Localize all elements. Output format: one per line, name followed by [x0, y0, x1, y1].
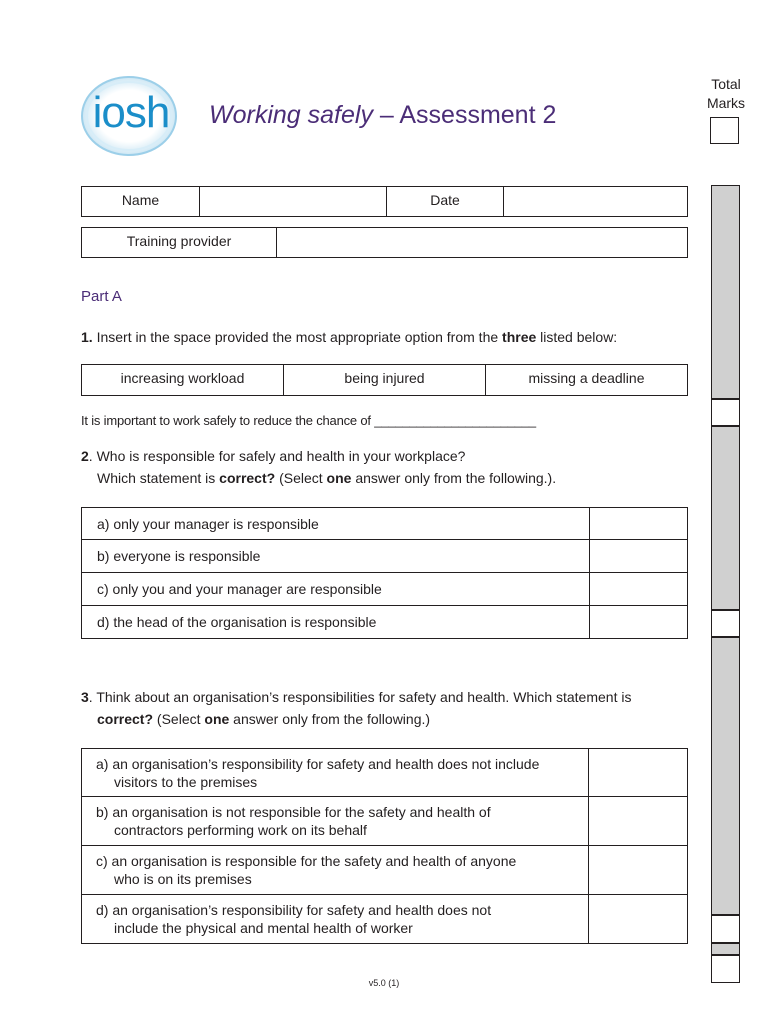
q3-answer-line: b) an organisation is not responsible for the safety and health of [96, 804, 491, 820]
name-field[interactable] [200, 187, 387, 217]
q2-answer-text: a) only your manager is responsible [82, 508, 590, 540]
question-2 [81, 445, 556, 489]
sidebar-grey-segment [711, 637, 740, 915]
q3-mark-box[interactable] [711, 915, 740, 943]
q2-line2-a: Which statement is [97, 470, 220, 486]
part-a-heading: Part A [81, 288, 122, 305]
logo-text: iosh [92, 88, 170, 137]
version-label: v5.0 (1) [368, 978, 400, 988]
name-date-table [81, 186, 688, 217]
q3-answer-text [82, 895, 589, 944]
q3-line2-b: (Select [153, 711, 205, 727]
q2-line2-b: (Select [275, 470, 327, 486]
name-label: Name [82, 187, 200, 217]
q2-number: 2 [81, 448, 89, 464]
q3-answer-text [82, 846, 589, 895]
iosh-logo [78, 74, 180, 158]
title-italic: Working safely [209, 101, 373, 129]
q2-answer-text: b) everyone is responsible [82, 540, 590, 573]
q1-option: missing a deadline [486, 365, 688, 396]
q1-mark-box[interactable] [711, 399, 740, 426]
question-3 [81, 686, 631, 730]
q2-answer-text: c) only you and your manager are responsible [82, 573, 590, 606]
q3-answer-box[interactable] [589, 797, 688, 846]
q3-answer-line: who is on its premises [114, 871, 252, 887]
q3-answer-line: visitors to the premises [114, 773, 258, 790]
q1-text-a: Insert in the space provided the most appropriate option from the [92, 329, 503, 345]
total-label: Total [711, 76, 741, 92]
q3-answer-line: contractors performing work on its behalf [114, 822, 367, 838]
q2-answers-table [81, 507, 688, 639]
q3-answer-line: c) an organisation is responsible for the safety and health of anyone [96, 853, 517, 869]
q3-bold-one: one [204, 711, 230, 727]
q1-option: increasing workload [82, 365, 284, 396]
q1-text-bold: three [502, 329, 537, 345]
q2-answer-box[interactable] [590, 508, 688, 540]
title-rest: – Assessment 2 [372, 101, 557, 129]
sidebar-grey-segment [711, 426, 740, 610]
q3-answer-box[interactable] [589, 749, 688, 797]
q2-answer-box[interactable] [590, 540, 688, 573]
training-provider-table [81, 227, 688, 258]
sidebar-grey-segment [711, 185, 740, 399]
q2-bold-one: one [326, 470, 352, 486]
q2-line2-c: answer only from the following.). [351, 470, 557, 486]
q2-answer-text: d) the head of the organisation is responsible [82, 606, 590, 639]
q2-mark-box[interactable] [711, 610, 740, 637]
date-label: Date [387, 187, 504, 217]
q3-number: 3 [81, 689, 89, 705]
q3-answer-line: a) an organisation’s responsibility for safety and health does not include [96, 755, 540, 772]
sidebar-grey-segment [711, 943, 740, 955]
q3-line1: . Think about an organisation’s responsibilities for safety and health. Which statement is [88, 689, 632, 705]
q1-options-table [81, 364, 688, 396]
q1-number: 1. [81, 329, 93, 345]
date-field[interactable] [504, 187, 688, 217]
q1-text-b: listed below: [536, 329, 618, 345]
training-provider-label: Training provider [82, 228, 277, 258]
q3-answer-box[interactable] [589, 846, 688, 895]
total-marks-box[interactable] [710, 117, 739, 144]
q3-answer-line: d) an organisation’s responsibility for safety and health does not [96, 902, 492, 918]
q3-line2-c: answer only from the following.) [229, 711, 431, 727]
q3-answer-line: include the physical and mental health of worker [114, 920, 413, 936]
q2-answer-box[interactable] [590, 573, 688, 606]
q3-answers-table [81, 748, 688, 944]
q2-line1: . Who is responsible for safely and health in your workplace? [88, 448, 466, 464]
total-marks-label [700, 75, 752, 113]
q3-answer-text [82, 749, 589, 797]
q2-bold-correct: correct? [219, 470, 276, 486]
q2-answer-box[interactable] [590, 606, 688, 639]
page-title [209, 101, 556, 130]
marks-label: Marks [706, 95, 746, 111]
q1-option: being injured [284, 365, 486, 396]
training-provider-field[interactable] [277, 228, 688, 258]
question-1 [81, 326, 617, 348]
q3-bold-correct: correct? [97, 711, 154, 727]
q3-answer-box[interactable] [589, 895, 688, 944]
q1-sentence[interactable]: It is important to work safely to reduce the chance of _______________________ [81, 413, 536, 428]
q3-answer-text [82, 797, 589, 846]
